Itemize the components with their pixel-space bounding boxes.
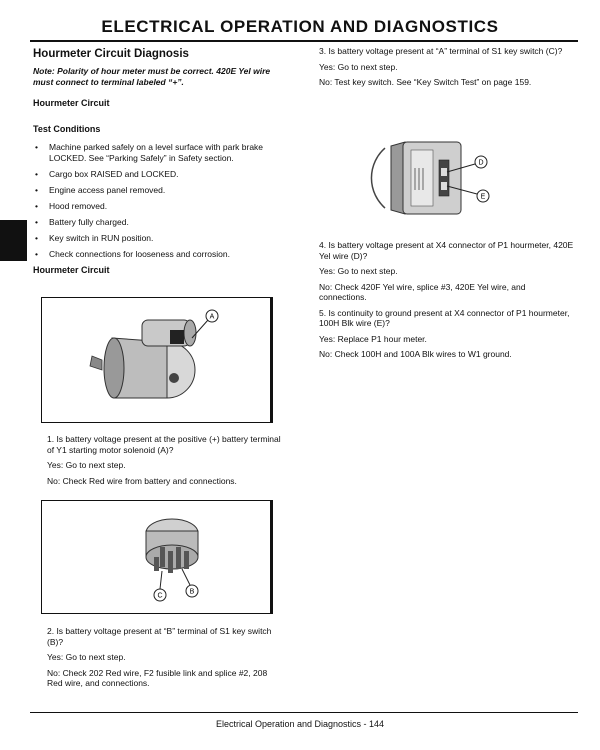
footer-divider bbox=[30, 712, 578, 713]
test-conditions-list bbox=[33, 142, 283, 259]
step-5-no: No: Check 100H and 100A Blk wires to W1 ground. bbox=[319, 349, 512, 359]
callout-c-label: C bbox=[157, 592, 163, 600]
step-3-yes: Yes: Go to next step. bbox=[319, 61, 398, 72]
list-item: • Key switch in RUN position. bbox=[33, 233, 283, 244]
step-2-question: 2. Is battery voltage present at “B” terminal of S1 key switch (B)? bbox=[47, 626, 272, 647]
hourmeter-illustration bbox=[365, 128, 515, 226]
step-5-question: 5. Is continuity to ground present at X4 connector of P1 hourmeter, 100H Blk wire (E)? bbox=[319, 307, 570, 328]
right-column bbox=[319, 46, 574, 93]
polarity-note: Note: Polarity of hour meter must be correct. 420E Yel wire must connect to terminal labeled “+”. bbox=[33, 66, 271, 87]
step-3 bbox=[319, 46, 574, 88]
step-1 bbox=[47, 434, 283, 491]
list-item: • Battery fully charged. bbox=[33, 217, 283, 228]
step-3-no: No: Test key switch. See “Key Switch Test” on page 159. bbox=[319, 77, 532, 87]
left-column bbox=[33, 46, 283, 283]
step-2 bbox=[47, 626, 283, 694]
key-switch-illustration bbox=[42, 501, 270, 613]
page-footer: Electrical Operation and Diagnostics - 144 bbox=[215, 719, 385, 729]
step-5 bbox=[319, 308, 574, 360]
step-2-yes: Yes: Go to next step. bbox=[47, 652, 126, 662]
step-4 bbox=[319, 240, 574, 303]
test-conditions-title: Test Conditions bbox=[33, 124, 101, 134]
list-item: • Engine access panel removed. bbox=[33, 185, 283, 196]
step-1-question: 1. Is battery voltage present at the positive (+) battery terminal of Y1 starting motor solenoid (A)? bbox=[47, 434, 281, 455]
callout-d-label: D bbox=[478, 159, 484, 167]
step-4-question: 4. Is battery voltage present at X4 connector of P1 hourmeter, 420E Yel wire (D)? bbox=[319, 240, 574, 261]
list-item: • Cargo box RAISED and LOCKED. bbox=[33, 169, 283, 180]
section-tab-marker bbox=[0, 220, 27, 261]
page-header-title: ELECTRICAL OPERATION AND DIAGNOSTICS bbox=[101, 17, 499, 36]
starter-motor-figure bbox=[41, 297, 271, 423]
subheading-hourmeter-circuit-2: Hourmeter Circuit bbox=[33, 265, 110, 275]
starter-motor-illustration bbox=[42, 298, 270, 422]
step-1-yes: Yes: Go to next step. bbox=[47, 460, 126, 470]
step-3-question: 3. Is battery voltage present at “A” terminal of S1 key switch (C)? bbox=[319, 46, 563, 56]
callout-a-label: A bbox=[209, 313, 215, 321]
figure-edge-bar bbox=[271, 297, 273, 423]
step-4-no: No: Check 420F Yel wire, splice #3, 420E Yel wire, and connections. bbox=[319, 281, 526, 302]
list-item: • Hood removed. bbox=[33, 201, 283, 212]
section-title: Hourmeter Circuit Diagnosis bbox=[33, 48, 189, 60]
step-4-yes: Yes: Go to next step. bbox=[319, 266, 398, 276]
figure-edge-bar bbox=[271, 500, 273, 614]
step-5-yes: Yes: Replace P1 hour meter. bbox=[319, 333, 427, 344]
list-item: • Machine parked safely on a level surface with park brake LOCKED. See “Parking Safely” in Safety section. bbox=[33, 142, 283, 163]
list-item: • Check connections for looseness and corrosion. bbox=[33, 249, 283, 260]
hourmeter-figure bbox=[365, 128, 515, 226]
key-switch-figure bbox=[41, 500, 271, 614]
callout-b-label: B bbox=[189, 588, 195, 596]
step-2-no: No: Check 202 Red wire, F2 fusible link and splice #2, 208 Red wire, and connections. bbox=[47, 667, 268, 688]
subheading-hourmeter-circuit: Hourmeter Circuit bbox=[33, 98, 110, 108]
step-1-no: No: Check Red wire from battery and connections. bbox=[47, 475, 237, 486]
steps-4-5 bbox=[319, 240, 574, 365]
callout-e-label: E bbox=[480, 193, 486, 201]
header-divider bbox=[30, 40, 578, 42]
